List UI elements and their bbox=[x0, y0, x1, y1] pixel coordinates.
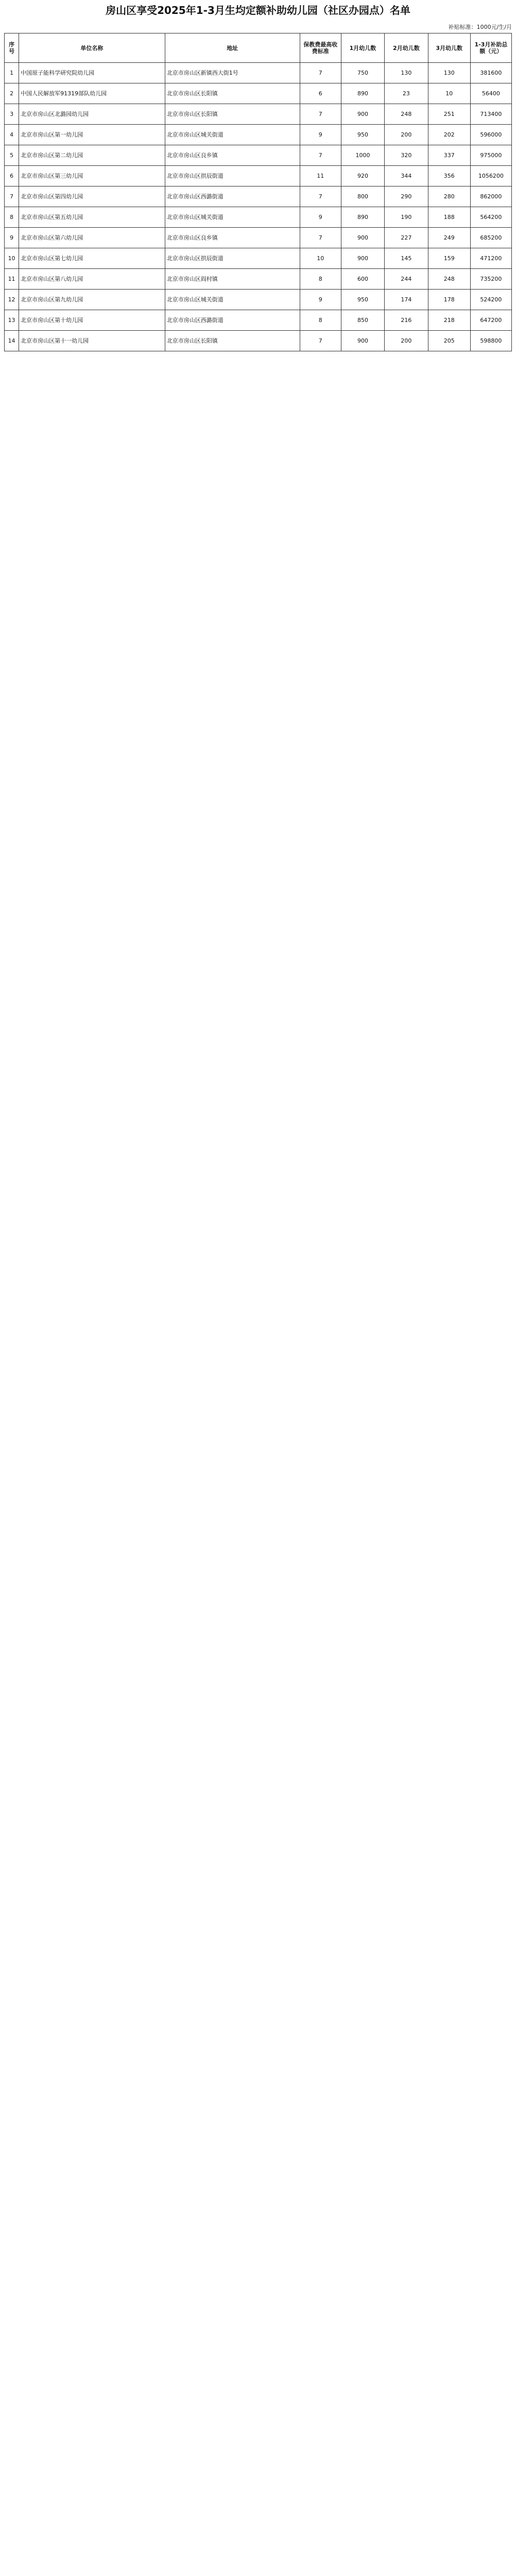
cell-feb: 130 bbox=[385, 63, 428, 83]
cell-total: 471200 bbox=[470, 248, 511, 269]
cell-address: 北京市房山区长阳镇 bbox=[165, 331, 300, 351]
cell-name: 北京市房山区第十一幼儿园 bbox=[19, 331, 165, 351]
cell-index: 10 bbox=[5, 248, 19, 269]
table-row bbox=[5, 228, 512, 248]
table-row bbox=[5, 63, 512, 83]
cell-feb: 145 bbox=[385, 248, 428, 269]
cell-name: 北京市房山区第一幼儿园 bbox=[19, 125, 165, 145]
table-row bbox=[5, 104, 512, 125]
cell-feb: 290 bbox=[385, 187, 428, 207]
cell-index: 6 bbox=[5, 166, 19, 187]
table-row bbox=[5, 125, 512, 145]
table-row bbox=[5, 331, 512, 351]
cell-jan: 850 bbox=[341, 310, 384, 331]
header-feb: 2月幼儿数 bbox=[385, 33, 428, 63]
cell-jan: 1000 bbox=[341, 145, 384, 166]
cell-index: 11 bbox=[5, 269, 19, 290]
cell-name: 中国原子能科学研究院幼儿园 bbox=[19, 63, 165, 83]
cell-index: 12 bbox=[5, 290, 19, 310]
cell-fee: 7 bbox=[300, 63, 341, 83]
cell-index: 8 bbox=[5, 207, 19, 228]
cell-feb: 200 bbox=[385, 125, 428, 145]
cell-name: 北京市房山区第十幼儿园 bbox=[19, 310, 165, 331]
cell-index: 9 bbox=[5, 228, 19, 248]
cell-feb: 244 bbox=[385, 269, 428, 290]
cell-name: 北京市房山区第八幼儿园 bbox=[19, 269, 165, 290]
cell-index: 4 bbox=[5, 125, 19, 145]
cell-total: 647200 bbox=[470, 310, 511, 331]
cell-address: 北京市房山区长阳镇 bbox=[165, 83, 300, 104]
cell-address: 北京市房山区新镇西大街1号 bbox=[165, 63, 300, 83]
cell-mar: 337 bbox=[428, 145, 470, 166]
cell-mar: 10 bbox=[428, 83, 470, 104]
header-mar: 3月幼儿数 bbox=[428, 33, 470, 63]
cell-fee: 7 bbox=[300, 145, 341, 166]
cell-mar: 205 bbox=[428, 331, 470, 351]
cell-fee: 6 bbox=[300, 83, 341, 104]
header-total: 1-3月补助总额（元） bbox=[470, 33, 511, 63]
header-jan: 1月幼儿数 bbox=[341, 33, 384, 63]
cell-index: 3 bbox=[5, 104, 19, 125]
cell-total: 1056200 bbox=[470, 166, 511, 187]
cell-name: 北京市房山区第二幼儿园 bbox=[19, 145, 165, 166]
table-row bbox=[5, 290, 512, 310]
cell-name: 中国人民解放军91319部队幼儿园 bbox=[19, 83, 165, 104]
cell-jan: 900 bbox=[341, 331, 384, 351]
cell-feb: 174 bbox=[385, 290, 428, 310]
table-row bbox=[5, 83, 512, 104]
cell-address: 北京市房山区良乡镇 bbox=[165, 228, 300, 248]
cell-jan: 900 bbox=[341, 248, 384, 269]
cell-mar: 188 bbox=[428, 207, 470, 228]
cell-fee: 7 bbox=[300, 187, 341, 207]
cell-index: 7 bbox=[5, 187, 19, 207]
cell-feb: 320 bbox=[385, 145, 428, 166]
cell-mar: 178 bbox=[428, 290, 470, 310]
cell-address: 北京市房山区长阳镇 bbox=[165, 104, 300, 125]
cell-index: 1 bbox=[5, 63, 19, 83]
cell-name: 北京市房山区第七幼儿园 bbox=[19, 248, 165, 269]
table-row bbox=[5, 248, 512, 269]
cell-mar: 202 bbox=[428, 125, 470, 145]
cell-total: 735200 bbox=[470, 269, 511, 290]
cell-fee: 8 bbox=[300, 310, 341, 331]
cell-jan: 600 bbox=[341, 269, 384, 290]
cell-index: 13 bbox=[5, 310, 19, 331]
table-body bbox=[5, 63, 512, 351]
cell-fee: 9 bbox=[300, 125, 341, 145]
table-row bbox=[5, 145, 512, 166]
cell-address: 北京市房山区城关街道 bbox=[165, 290, 300, 310]
cell-total: 862000 bbox=[470, 187, 511, 207]
cell-fee: 7 bbox=[300, 331, 341, 351]
cell-total: 596000 bbox=[470, 125, 511, 145]
cell-feb: 248 bbox=[385, 104, 428, 125]
cell-name: 北京市房山区北潞园幼儿园 bbox=[19, 104, 165, 125]
header-name: 单位名称 bbox=[19, 33, 165, 63]
table-row bbox=[5, 207, 512, 228]
cell-name: 北京市房山区第六幼儿园 bbox=[19, 228, 165, 248]
cell-total: 56400 bbox=[470, 83, 511, 104]
cell-jan: 750 bbox=[341, 63, 384, 83]
cell-fee: 9 bbox=[300, 207, 341, 228]
cell-name: 北京市房山区第九幼儿园 bbox=[19, 290, 165, 310]
cell-mar: 249 bbox=[428, 228, 470, 248]
header-fee: 保教费最高收费标准 bbox=[300, 33, 341, 63]
header-address: 地址 bbox=[165, 33, 300, 63]
cell-name: 北京市房山区第三幼儿园 bbox=[19, 166, 165, 187]
cell-mar: 356 bbox=[428, 166, 470, 187]
cell-total: 685200 bbox=[470, 228, 511, 248]
cell-address: 北京市房山区拱辰街道 bbox=[165, 166, 300, 187]
table-header-row bbox=[5, 33, 512, 63]
cell-total: 713400 bbox=[470, 104, 511, 125]
cell-index: 2 bbox=[5, 83, 19, 104]
table-row bbox=[5, 187, 512, 207]
cell-address: 北京市房山区良乡镇 bbox=[165, 145, 300, 166]
cell-total: 598800 bbox=[470, 331, 511, 351]
page-title: 房山区享受2025年1-3月生均定额补助幼儿园（社区办园点）名单 bbox=[106, 4, 410, 16]
cell-fee: 11 bbox=[300, 166, 341, 187]
cell-address: 北京市房山区城关街道 bbox=[165, 125, 300, 145]
cell-jan: 800 bbox=[341, 187, 384, 207]
cell-address: 北京市房山区西潞街道 bbox=[165, 310, 300, 331]
table-row bbox=[5, 269, 512, 290]
cell-total: 564200 bbox=[470, 207, 511, 228]
cell-mar: 248 bbox=[428, 269, 470, 290]
cell-feb: 200 bbox=[385, 331, 428, 351]
cell-mar: 218 bbox=[428, 310, 470, 331]
cell-feb: 190 bbox=[385, 207, 428, 228]
cell-jan: 900 bbox=[341, 228, 384, 248]
cell-fee: 8 bbox=[300, 269, 341, 290]
cell-total: 975000 bbox=[470, 145, 511, 166]
cell-index: 14 bbox=[5, 331, 19, 351]
cell-total: 524200 bbox=[470, 290, 511, 310]
cell-fee: 10 bbox=[300, 248, 341, 269]
cell-address: 北京市房山区拱辰街道 bbox=[165, 248, 300, 269]
cell-feb: 344 bbox=[385, 166, 428, 187]
cell-fee: 9 bbox=[300, 290, 341, 310]
cell-feb: 227 bbox=[385, 228, 428, 248]
cell-feb: 216 bbox=[385, 310, 428, 331]
cell-address: 北京市房山区城关街道 bbox=[165, 207, 300, 228]
cell-jan: 950 bbox=[341, 125, 384, 145]
cell-index: 5 bbox=[5, 145, 19, 166]
table-row bbox=[5, 166, 512, 187]
cell-address: 北京市房山区阎村镇 bbox=[165, 269, 300, 290]
cell-fee: 7 bbox=[300, 104, 341, 125]
cell-mar: 159 bbox=[428, 248, 470, 269]
cell-jan: 950 bbox=[341, 290, 384, 310]
cell-address: 北京市房山区西潞街道 bbox=[165, 187, 300, 207]
cell-total: 381600 bbox=[470, 63, 511, 83]
table-row bbox=[5, 310, 512, 331]
cell-mar: 130 bbox=[428, 63, 470, 83]
cell-jan: 890 bbox=[341, 207, 384, 228]
cell-mar: 280 bbox=[428, 187, 470, 207]
unit-note: 补贴标准：1000元/生/月 bbox=[448, 24, 512, 30]
cell-feb: 23 bbox=[385, 83, 428, 104]
cell-jan: 900 bbox=[341, 104, 384, 125]
cell-mar: 251 bbox=[428, 104, 470, 125]
cell-fee: 7 bbox=[300, 228, 341, 248]
cell-name: 北京市房山区第五幼儿园 bbox=[19, 207, 165, 228]
header-index: 序号 bbox=[5, 33, 19, 63]
cell-jan: 890 bbox=[341, 83, 384, 104]
cell-name: 北京市房山区第四幼儿园 bbox=[19, 187, 165, 207]
kindergarten-table bbox=[4, 33, 512, 351]
cell-jan: 920 bbox=[341, 166, 384, 187]
